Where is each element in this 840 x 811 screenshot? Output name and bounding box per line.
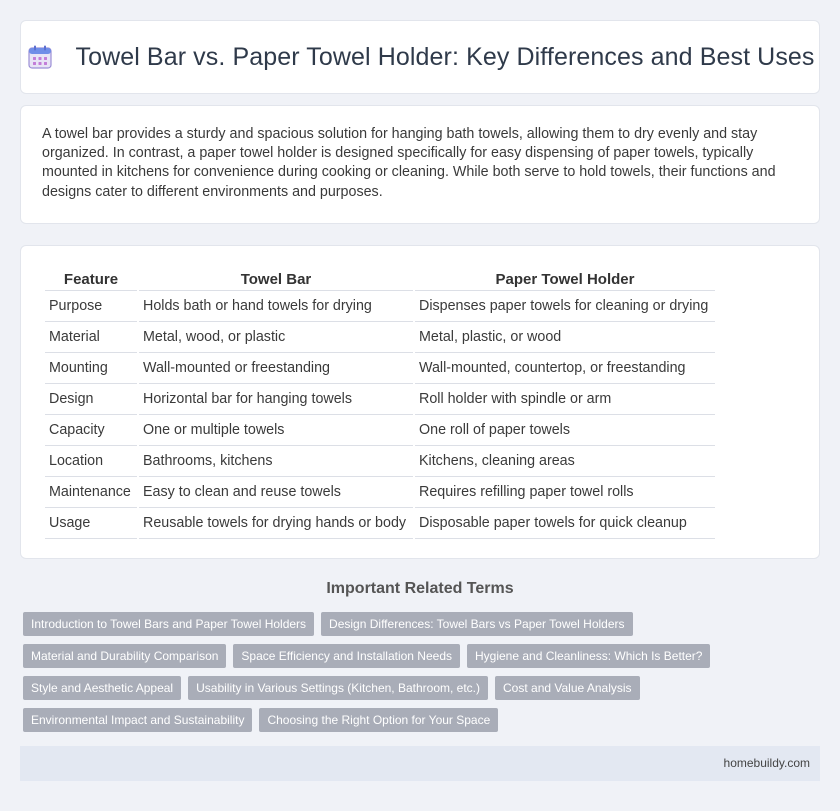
related-terms-title: Important Related Terms — [326, 580, 514, 597]
table-cell: Horizontal bar for hanging towels — [139, 384, 413, 415]
related-term-tag[interactable]: Usability in Various Settings (Kitchen, Bathroom, etc.) — [188, 676, 488, 700]
table-cell: Reusable towels for drying hands or body — [139, 508, 413, 539]
table-cell: Metal, wood, or plastic — [139, 322, 413, 353]
tag-row — [23, 612, 823, 636]
table-cell: Mounting — [45, 353, 137, 384]
column-header-towel-bar: Towel Bar — [139, 263, 413, 291]
table-cell: Dispenses paper towels for cleaning or drying — [415, 291, 715, 322]
related-term-tag[interactable]: Introduction to Towel Bars and Paper Towel Holders — [23, 612, 314, 636]
table-cell: Disposable paper towels for quick cleanup — [415, 508, 715, 539]
column-header-paper-towel-holder: Paper Towel Holder — [415, 263, 715, 291]
related-term-tag[interactable]: Material and Durability Comparison — [23, 644, 226, 668]
intro-text: A towel bar provides a sturdy and spacious solution for hanging bath towels, allowing them to dry evenly and stay organized. In contrast, a paper towel holder is designed specifically for easy dispensing of paper towels, typically mounted in kitchens for convenience during cooking or cleaning. While both serve to hold towels, their functions and designs cater to different environments and purposes. — [42, 126, 776, 200]
table-row — [45, 508, 715, 539]
tag-row — [23, 708, 823, 732]
table-row — [45, 291, 715, 322]
related-term-tag[interactable]: Cost and Value Analysis — [495, 676, 640, 700]
page-title: Towel Bar vs. Paper Towel Holder: Key Differences and Best Uses — [75, 42, 815, 71]
table-row — [45, 353, 715, 384]
intro-card — [20, 105, 820, 224]
tag-row — [23, 644, 823, 668]
comparison-table — [43, 263, 717, 539]
table-cell: Requires refilling paper towel rolls — [415, 477, 715, 508]
table-row — [45, 415, 715, 446]
table-cell: Purpose — [45, 291, 137, 322]
table-row — [45, 322, 715, 353]
table-row — [45, 384, 715, 415]
related-terms-list — [23, 612, 823, 740]
column-header-feature: Feature — [45, 263, 137, 291]
related-term-tag[interactable]: Hygiene and Cleanliness: Which Is Better? — [467, 644, 710, 668]
table-cell: Kitchens, cleaning areas — [415, 446, 715, 477]
table-cell: Usage — [45, 508, 137, 539]
related-term-tag[interactable]: Space Efficiency and Installation Needs — [233, 644, 460, 668]
related-term-tag[interactable]: Choosing the Right Option for Your Space — [259, 708, 498, 732]
table-cell: Location — [45, 446, 137, 477]
table-cell: Roll holder with spindle or arm — [415, 384, 715, 415]
related-term-tag[interactable]: Environmental Impact and Sustainability — [23, 708, 252, 732]
table-cell: Bathrooms, kitchens — [139, 446, 413, 477]
table-header-row — [45, 263, 715, 291]
table-cell: Material — [45, 322, 137, 353]
table-cell: Easy to clean and reuse towels — [139, 477, 413, 508]
table-cell: Capacity — [45, 415, 137, 446]
table-cell: Holds bath or hand towels for drying — [139, 291, 413, 322]
comparison-card — [20, 245, 820, 559]
calendar-icon — [25, 42, 55, 72]
header-card — [20, 20, 820, 94]
table-cell: Wall-mounted, countertop, or freestanding — [415, 353, 715, 384]
table-cell: Metal, plastic, or wood — [415, 322, 715, 353]
related-term-tag[interactable]: Design Differences: Towel Bars vs Paper Towel Holders — [321, 612, 632, 636]
table-cell: Maintenance — [45, 477, 137, 508]
table-row — [45, 477, 715, 508]
related-term-tag[interactable]: Style and Aesthetic Appeal — [23, 676, 181, 700]
tag-row — [23, 676, 823, 700]
table-cell: One or multiple towels — [139, 415, 413, 446]
footer-site-link[interactable]: homebuildy.com — [723, 756, 810, 770]
footer — [20, 746, 820, 781]
table-cell: Design — [45, 384, 137, 415]
table-cell: One roll of paper towels — [415, 415, 715, 446]
table-cell: Wall-mounted or freestanding — [139, 353, 413, 384]
table-row — [45, 446, 715, 477]
